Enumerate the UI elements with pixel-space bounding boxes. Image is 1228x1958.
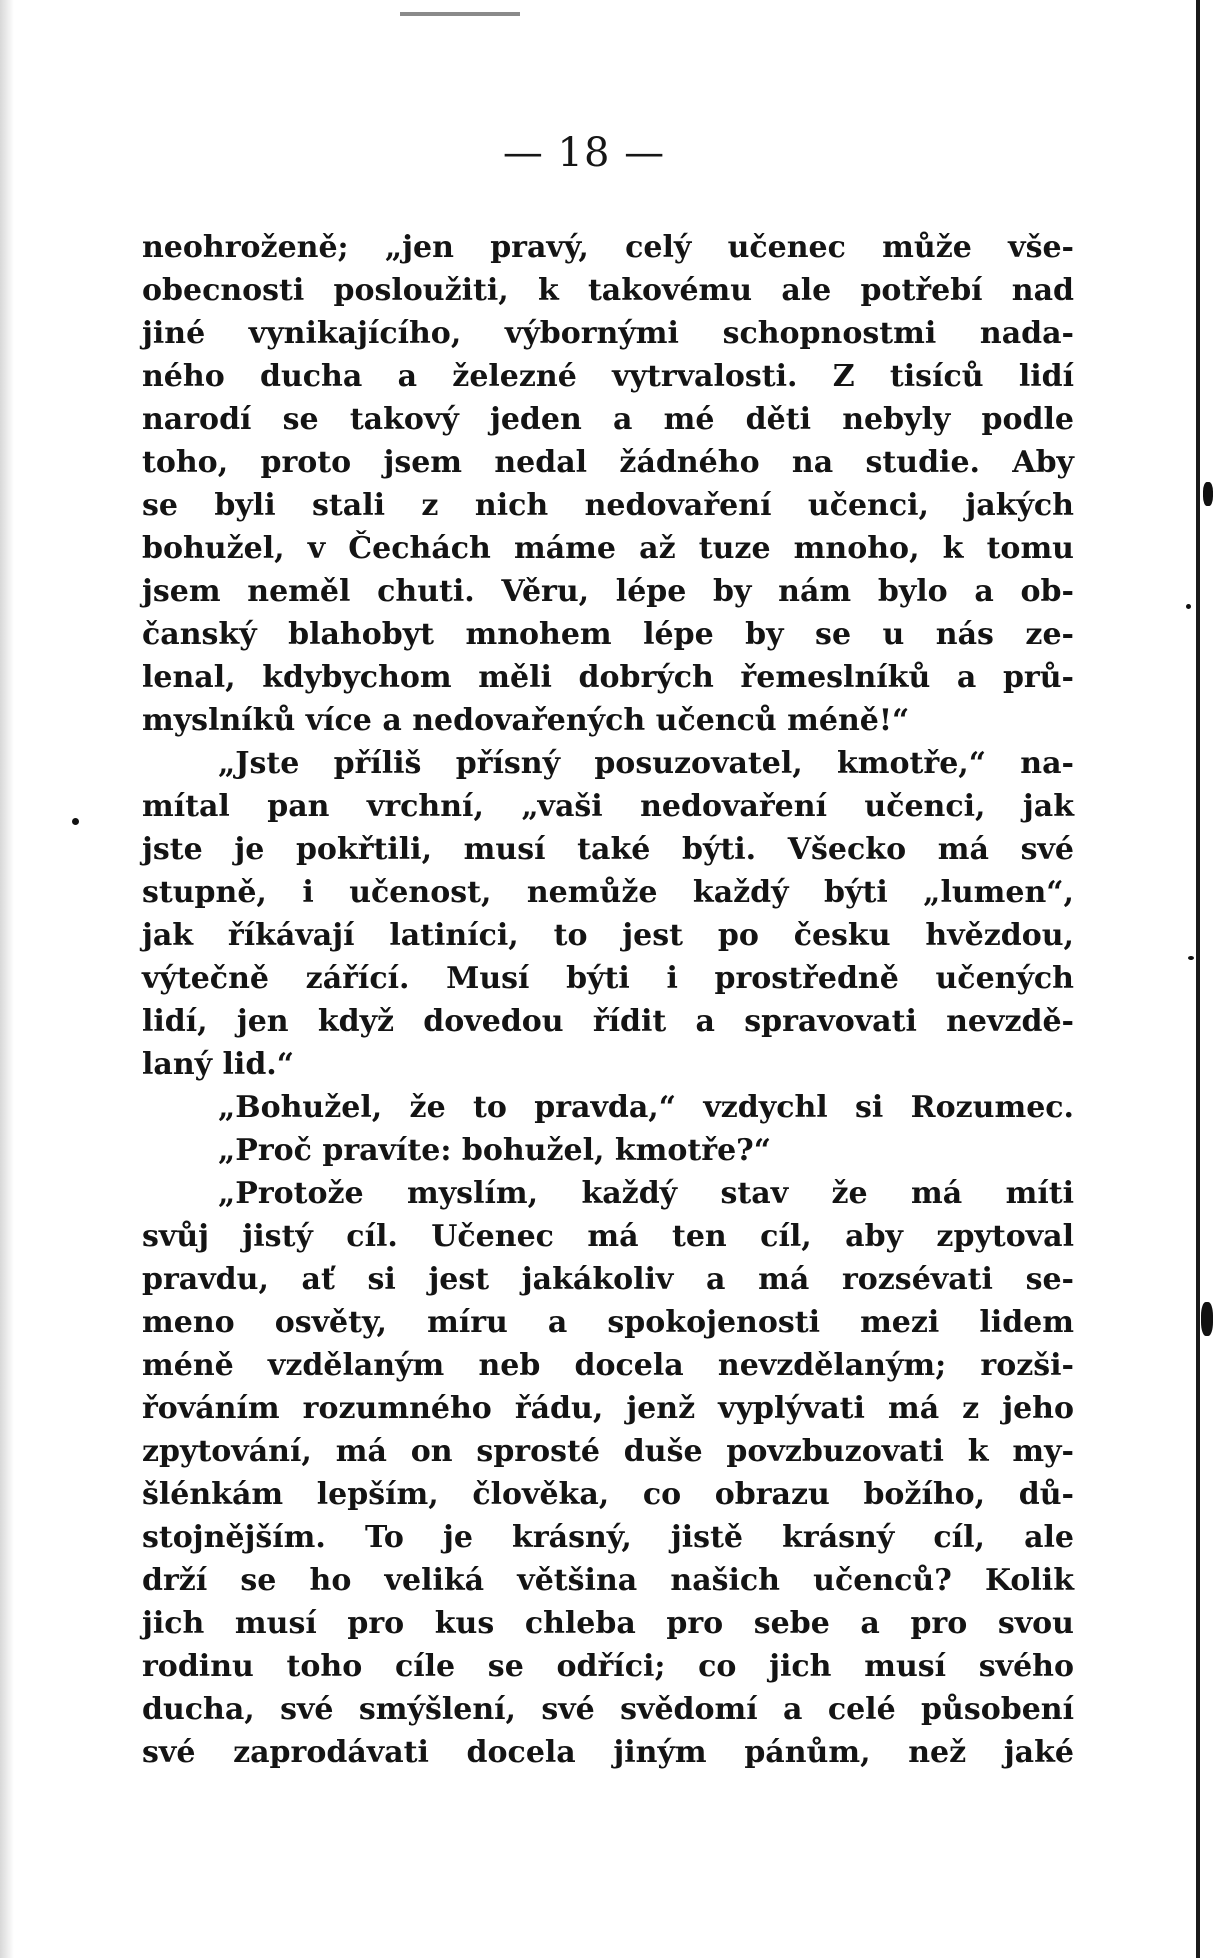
text-line: mítal pan vrchní, „vaši nedovaření učenci, jak (142, 789, 1074, 824)
text-line: jste je pokřtili, musí také býti. Všecko má své (142, 832, 1074, 867)
text-line: svůj jistý cíl. Učenec má ten cíl, aby zpytoval (142, 1219, 1074, 1254)
text-line: řováním rozumného řádu, jenž vyplývati má z jeho (142, 1391, 1074, 1426)
text-line: „Jste příliš přísný posuzovatel, kmotře,“ na- (218, 746, 1074, 781)
page-right-edge (1196, 0, 1200, 1958)
text-line: stojnějším. To je krásný, jistě krásný cíl, ale (142, 1520, 1074, 1555)
text-line: zpytování, má on sprosté duše povzbuzovati k my- (142, 1434, 1074, 1469)
text-line: meno osvěty, míru a spokojenosti mezi lidem (142, 1305, 1074, 1340)
text-line: narodí se takový jeden a mé děti nebyly podle (142, 402, 1074, 437)
text-line: obecnosti posloužiti, k takovému ale potřebí nad (142, 273, 1074, 308)
text-line: lenal, kdybychom měli dobrých řemeslníků a prů- (142, 660, 1074, 695)
text-line: se byli stali z nich nedovaření učenci, jakých (142, 488, 1074, 523)
text-line: rodinu toho cíle se odříci; co jich musí svého (142, 1649, 1074, 1684)
ink-speck (1186, 604, 1191, 609)
text-line: laný lid.“ (142, 1047, 294, 1082)
ink-speck (72, 818, 79, 825)
text-line: toho, proto jsem nedal žádného na studie. Aby (142, 445, 1074, 480)
text-line: stupně, i učenost, nemůže každý býti „lumen“, (142, 875, 1074, 910)
text-line: ného ducha a železné vytrvalosti. Z tisíců lidí (142, 359, 1074, 394)
text-line: jsem neměl chuti. Věru, lépe by nám bylo a ob- (142, 574, 1074, 609)
page-number: — 18 — (502, 130, 666, 176)
text-line: „Protože myslím, každý stav že má míti (218, 1176, 1074, 1211)
text-line: šlénkám lepším, člověka, co obrazu božího, dů- (142, 1477, 1074, 1512)
text-line: drží se ho veliká většina našich učenců? Kolik (142, 1563, 1074, 1598)
ink-speck (1201, 1302, 1213, 1336)
text-line: výtečně zářící. Musí býti i prostředně učených (142, 961, 1074, 996)
text-line: bohužel, v Čechách máme až tuze mnoho, k tomu (142, 531, 1074, 566)
text-line: pravdu, ať si jest jakákoliv a má rozsévati se- (142, 1262, 1074, 1297)
text-line: čanský blahobyt mnohem lépe by se u nás ze- (142, 617, 1074, 652)
text-line: „Proč pravíte: bohužel, kmotře?“ (218, 1133, 771, 1168)
text-line: ducha, své smýšlení, své svědomí a celé působení (142, 1692, 1074, 1727)
ink-speck (1203, 482, 1213, 506)
page-left-shadow (0, 0, 14, 1958)
text-line: „Bohužel, že to pravda,“ vzdychl si Rozumec. (218, 1090, 1074, 1125)
text-line: neohroženě; „jen pravý, celý učenec může vše- (142, 230, 1074, 265)
body-text (142, 226, 1074, 1774)
text-line: méně vzdělaným neb docela nevzdělaným; rozši- (142, 1348, 1074, 1383)
top-ink-mark (400, 12, 520, 16)
ink-speck (1188, 956, 1194, 960)
text-line: své zaprodávati docela jiným pánům, než jaké (142, 1735, 1074, 1770)
text-line: lidí, jen když dovedou řídit a spravovati nevzdě- (142, 1004, 1074, 1039)
text-line: jiné vynikajícího, výbornými schopnostmi nada- (142, 316, 1074, 351)
text-line: jich musí pro kus chleba pro sebe a pro svou (142, 1606, 1074, 1641)
page-right-margin (1196, 0, 1228, 1958)
text-line: myslníků více a nedovařených učenců méně!“ (142, 703, 910, 738)
text-line: jak říkávají latiníci, to jest po česku hvězdou, (142, 918, 1074, 953)
